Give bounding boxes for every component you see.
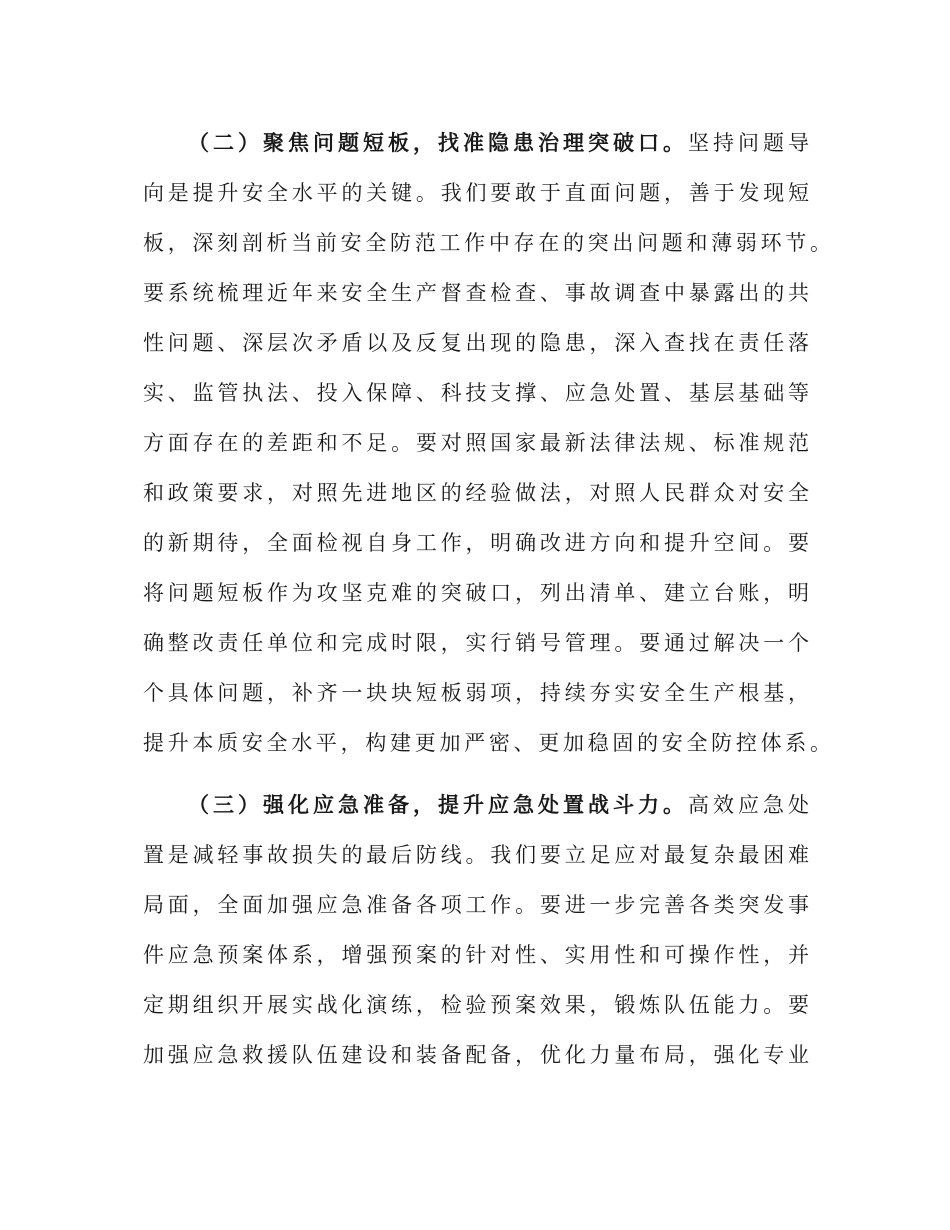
text-line: 方面存在的差距和不足。要对照国家最新法律法规、标准规范	[143, 431, 809, 455]
body-text: 高效应急处	[688, 793, 809, 817]
text-line: 局面，全面加强应急准备各项工作。要进一步完善各类突发事	[143, 893, 809, 917]
text-line: 确整改责任单位和完成时限，实行销号管理。要通过解决一个	[143, 631, 809, 655]
text-line: 向是提升安全水平的关键。我们要敢于直面问题，善于发现短	[143, 181, 809, 205]
text-line: 要系统梳理近年来安全生产督查检查、事故调查中暴露出的共	[143, 281, 809, 305]
document-page	[143, 124, 831, 1086]
text-line: 板，深刻剖析当前安全防范工作中存在的突出问题和薄弱环节。	[143, 231, 831, 255]
text-line: 提升本质安全水平，构建更加严密、更加稳固的安全防控体系。	[143, 731, 831, 755]
text-line: 实、监管执法、投入保障、科技支撑、应急处置、基层基础等	[143, 381, 809, 405]
paragraph-first-line	[143, 786, 809, 836]
text-line: 件应急预案体系，增强预案的针对性、实用性和可操作性，并	[143, 943, 809, 967]
text-line: 性问题、深层次矛盾以及反复出现的隐患，深入查找在责任落	[143, 331, 809, 355]
paragraph-3	[143, 786, 809, 1086]
text-line: 个具体问题，补齐一块块短板弱项，持续夯实安全生产根基，	[143, 681, 809, 705]
text-line: 和政策要求，对照先进地区的经验做法，对照人民群众对安全	[143, 481, 809, 505]
text-line: 将问题短板作为攻坚克难的突破口，列出清单、建立台账，明	[143, 581, 809, 605]
text-line: 加强应急救援队伍建设和装备配备，优化力量布局，强化专业	[143, 1043, 809, 1067]
text-line: 置是减轻事故损失的最后防线。我们要立足应对最复杂最困难	[143, 843, 809, 867]
paragraph-2	[143, 124, 831, 774]
paragraph-first-line	[143, 124, 809, 174]
text-line: 定期组织开展实战化演练，检验预案效果，锻炼队伍能力。要	[143, 993, 809, 1017]
text-line: 的新期待，全面检视自身工作，明确改进方向和提升空间。要	[143, 531, 809, 555]
section-heading: （二）聚焦问题短板，找准隐患治理突破口。	[188, 131, 688, 155]
section-heading: （三）强化应急准备，提升应急处置战斗力。	[188, 793, 688, 817]
body-text: 坚持问题导	[688, 131, 809, 155]
